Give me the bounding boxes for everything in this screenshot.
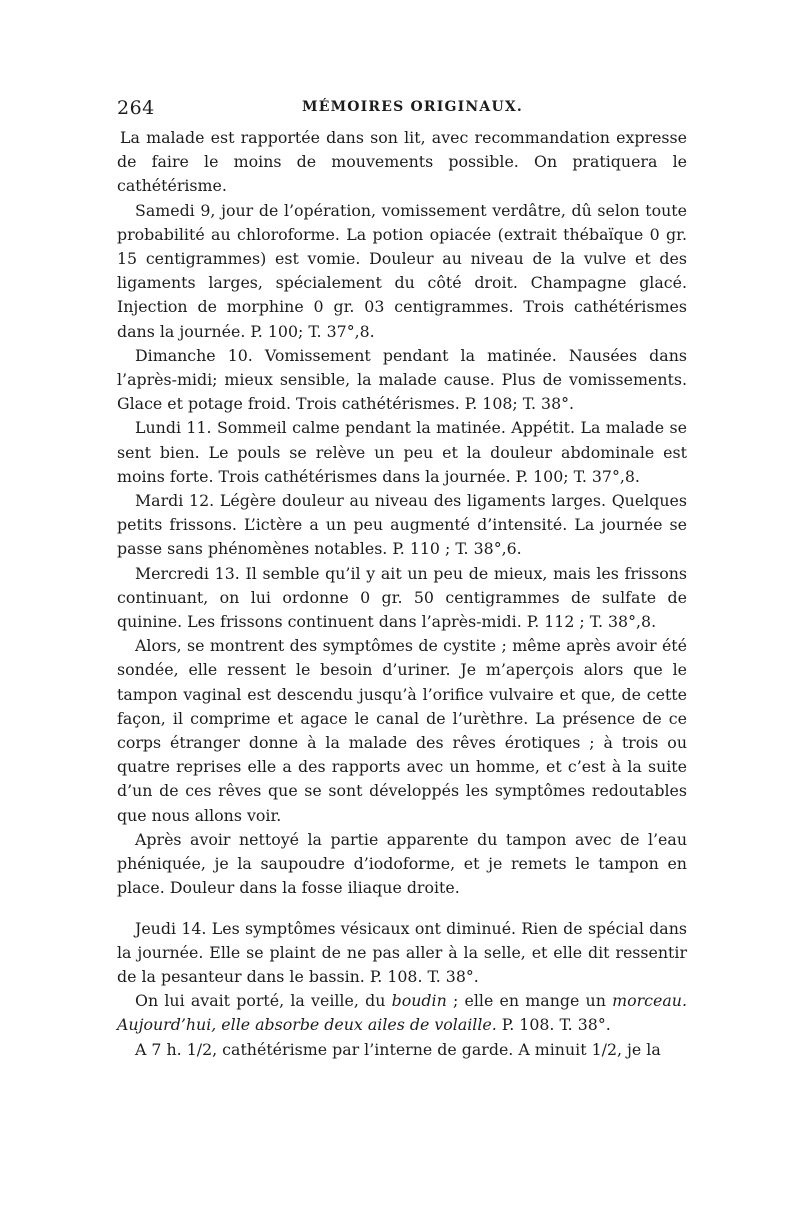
paragraph: Lundi 11. Sommeil calme pendant la matinée. Appétit. La malade se sent bien. Le pouls se relève un peu et la douleur abdominale est moins forte. Trois cathétérismes dans la journée. P. 100; T. 37°,8.: [117, 418, 687, 486]
paragraph: Samedi 9, jour de l’opération, vomissement verdâtre, dû selon toute probabilité au chloroforme. La potion opiacée (extrait thébaïque 0 gr. 15 centigrammes) est vomie. Douleur au niveau de la vulve et des ligaments larges, spécialement du côté droit. Champagne glacé. Injection de morphine 0 gr. 03 centigrammes. Trois cathétérismes dans la journée. P. 100; T. 37°,8.: [117, 200, 687, 341]
paragraph: Mardi 12. Légère douleur au niveau des ligaments larges. Quelques petits frissons. L’ictère a un peu augmenté d’intensité. La journée se passe sans phénomènes notables. P. 110 ; T. 38°,6.: [117, 491, 687, 559]
paragraph: Jeudi 14. Les symptômes vésicaux ont diminué. Rien de spécial dans la journée. Elle se plaint de ne pas aller à la selle, et elle dit ressentir de la pesanteur dans le bassin. P. 108. T. 38°.: [117, 918, 687, 986]
body-text: [117, 126, 687, 1062]
running-title: MÉMOIRES ORIGINAUX.: [302, 99, 523, 115]
text-run: On lui avait porté, la veille, du: [135, 991, 392, 1011]
italic-text: morceau. Aujourd’hui, elle absorbe deux ailes de volaille.: [117, 991, 687, 1035]
paragraph: Mercredi 13. Il semble qu’il y ait un peu de mieux, mais les frissons continuant, on lui ordonne 0 gr. 50 centigrammes de sulfate de quinine. Les frissons continuent dans l’après-midi. P. 112 ; T. 38°,8.: [117, 563, 687, 632]
paragraph-with-italics: [117, 989, 687, 1037]
text-run: P. 108. T. 38°.: [496, 1015, 611, 1035]
page-number: 264: [117, 97, 155, 119]
paragraph: La malade est rapportée dans son lit, avec recommandation expresse de faire le moins de mouvements possible. On pratiquera le cathétérisme.: [117, 128, 687, 196]
page-header: [117, 97, 687, 121]
paragraph: Dimanche 10. Vomissement pendant la matinée. Nausées dans l’après-midi; mieux sensible, la malade cause. Plus de vomissements. Glace et potage froid. Trois cathétérismes. P. 108; T. 38°.: [117, 345, 687, 414]
text-run: ; elle en mange un: [446, 991, 613, 1011]
paragraph: A 7 h. 1/2, cathétérisme par l’interne de garde. A minuit 1/2, je la: [135, 1039, 661, 1059]
italic-text: boudin: [391, 991, 447, 1011]
paragraph: Après avoir nettoyé la partie apparente du tampon avec de l’eau phéniquée, je la saupoudre d’iodoforme, et je remets le tampon en place. Douleur dans la fosse iliaque droite.: [117, 829, 687, 898]
paragraph: Alors, se montrent des symptômes de cystite ; même après avoir été sondée, elle ressent le besoin d’uriner. Je m’aperçois alors que le tampon vaginal est descendu jusqu’à l’orifice vulvaire et que, de cette façon, il comprime et agace le canal de l’urèthre. La présence de ce corps étranger donne à la malade des rêves érotiques ; à trois ou quatre reprises elle a des rapports avec un homme, et c’est à la suite d’un de ces rêves que se sont développés les symptômes redoutables que nous allons voir.: [117, 636, 687, 825]
